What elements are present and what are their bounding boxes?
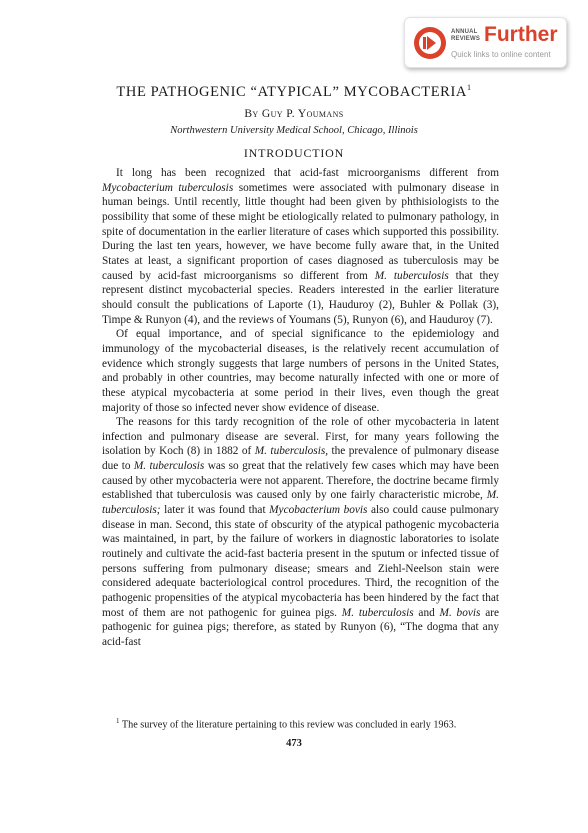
title-footnote-mark: 1: [466, 83, 472, 93]
badge-brand: ANNUAL REVIEWS: [451, 29, 481, 42]
article-title: THE PATHOGENIC “ATYPICAL” MYCOBACTERIA$^1$: [116, 83, 472, 100]
author-line: By Guy P. Youmans: [244, 108, 344, 120]
badge-further-text: Further: [484, 23, 558, 46]
body-text: [102, 166, 499, 650]
footnote: $^1$ The survey of the literature pertaining to this review was concluded in early 1963.: [116, 717, 457, 731]
paragraph-2: Of equal importance, and of special significance to the epidemiology and immunology of the mycobacterial diseases, is the relatively recent accumulation of evidence which strongly suggests that large numbers of persons in the United States, and probably in other countries, may become naturally infected with one or more of these atypical mycobacteria at some period in their lives, even though the great majority of those so infected never show evidence of disease.: [102, 328, 499, 414]
affiliation: Northwestern University Medical School, Chicago, Illinois: [170, 125, 418, 136]
paragraph-3: The reasons for this tardy recognition of the role of other mycobacteria in latent infection and pulmonary disease are several. First, for many years following the isolation by Koch (8) in 1882 of M. tuberculosis, the prevalence of pulmonary disease due to M. tuberculosis was so great that the relatively few cases which may have been caused by other mycobacteria were not apparent. Therefore, the doctrine became firmly established that tuberculosis was caused only by one fairly characteristic microbe, M. tuberculosis; later it was found that Mycobacterium bovis also could cause pulmonary disease in man. Second, this state of obscurity of the atypical pathogenic mycobacteria was maintained, in part, by the failure of workers in diagnostic laboratories to isolate routinely and cultivate the acid-fast bacteria present in the sputum or infected tissue of persons suffering from pulmonary disease; smears and Ziehl-Neelson stain were considered adequate bacteriological control procedures. Third, the recognition of the pathogenic propensities of the atypical mycobacteria has been hindered by the fact that most of them are not pathogenic for guinea pigs. M. tuberculosis and M. bovis are pathogenic for guinea pigs; therefore, as stated by Runyon (6), “The dogma that any acid-fast: [102, 416, 499, 648]
page-number: 473: [286, 738, 302, 749]
badge-subtitle: Quick links to online content: [451, 50, 551, 59]
footnote-mark: 1: [116, 717, 120, 725]
section-heading: INTRODUCTION: [243, 146, 345, 160]
paragraph-1: It long has been recognized that acid-fast microorganisms different from Mycobacterium tuberculosis sometimes were associated with pulmonary disease in human beings. Until recently, little thought had been given by phthisiologists to the possibility that some of these might be etiologically related to pulmonary pathology, in spite of documentation in the earlier literature of cases which supported this possibility. During the last ten years, however, we have become fully aware that, in the United States at least, a significant proportion of cases diagnosed as tuberculosis may be caused by acid-fast microorganisms so different from M. tuberculosis that they represent distinct mycobacterial species. Readers interested in the earlier literature should consult the publications of Laporte (1), Hauduroy (2), Buhler & Pollak (3), Timpe & Runyon (4), and the reviews of Youmans (5), Runyon (6), and Hauduroy (7).: [102, 167, 500, 326]
further-badge[interactable]: [404, 17, 567, 68]
annual-reviews-logo-icon: [414, 27, 446, 59]
